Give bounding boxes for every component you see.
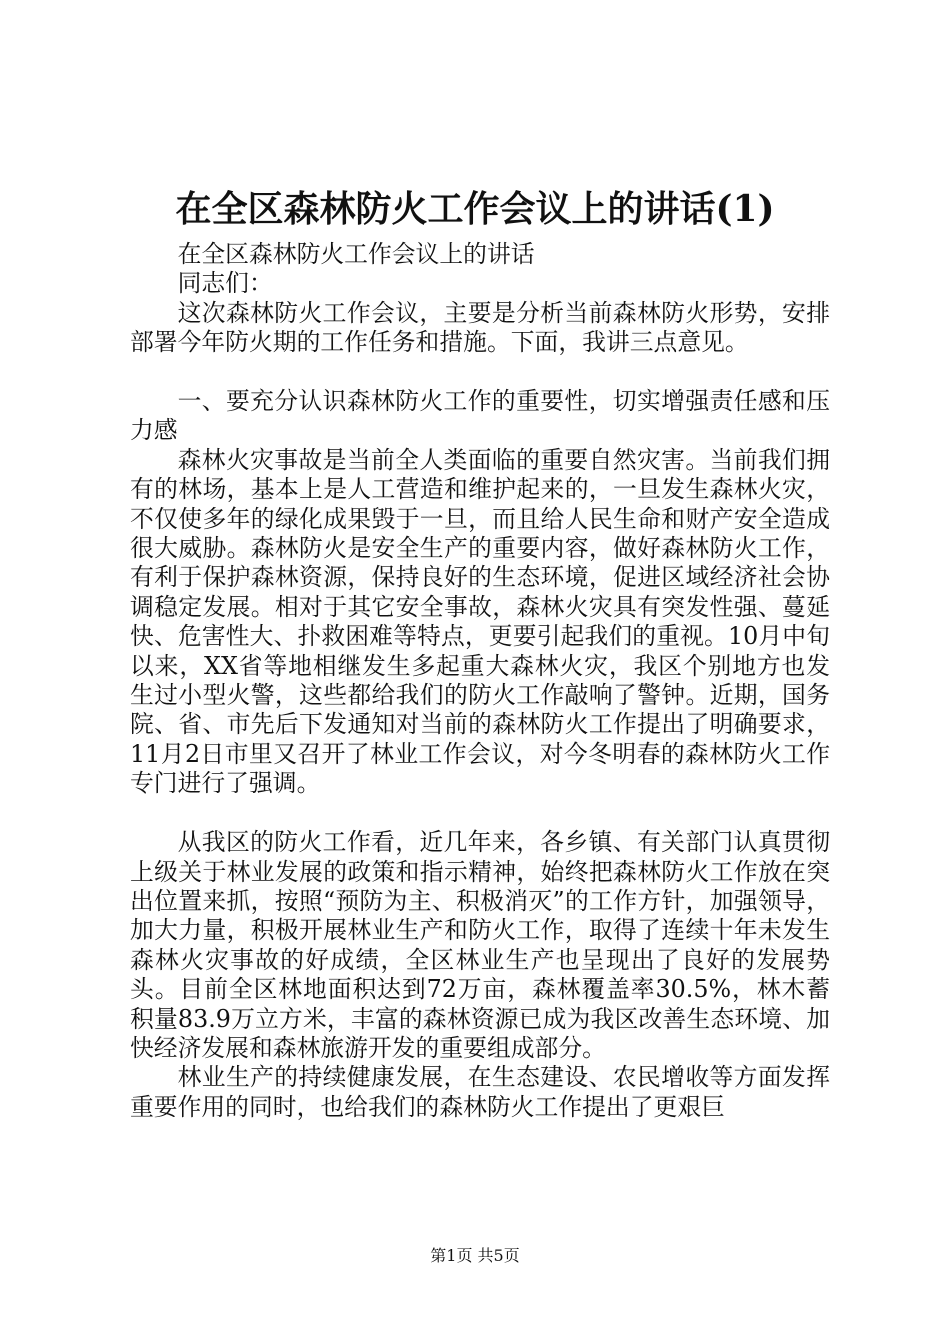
salutation-paragraph: 同志们：: [177, 269, 273, 298]
page-number-footer: 第1页 共5页: [430, 1246, 520, 1265]
section-heading-1: 一、要充分认识森林防火工作的重要性，切实增强责任感和压力感: [130, 387, 830, 445]
subtitle-paragraph: 在全区森林防火工作会议上的讲话: [177, 240, 535, 268]
document-body: [130, 240, 830, 1122]
body-paragraph: 从我区的防火工作看，近几年来，各乡镇、有关部门认真贯彻上级关于林业发展的政策和指示精神，始终把森林防火工作放在突出位置来抓，按照“预防为主、积极消灭”的工作方针，加强领导，加大力量，积极开展林业生产和防火工作，取得了连续十年未发生森林火灾事故的好成绩，全区林业生产也呈现出了良好的发展势头。目前全区林地面积达到72万亩，森林覆盖率30.5%，林木蓄积量83.9万立方米，丰富的森林资源已成为我区改善生态环境、加快经济发展和森林旅游开发的重要组成部分。: [130, 828, 830, 1062]
document-title: 在全区森林防火工作会议上的讲话(1): [175, 188, 775, 230]
intro-paragraph: 这次森林防火工作会议，主要是分析当前森林防火形势，安排部署今年防火期的工作任务和措施。下面，我讲三点意见。: [130, 298, 830, 357]
body-paragraph: 森林火灾事故是当前全人类面临的重要自然灾害。当前我们拥有的林场，基本上是人工营造和维护起来的，一旦发生森林火灾，不仅使多年的绿化成果毁于一旦，而且给人民生命和财产安全造成很大威胁。森林防火是安全生产的重要内容，做好森林防火工作，有利于保护森林资源，保持良好的生态环境，促进区域经济社会协调稳定发展。相对于其它安全事故，森林火灾具有突发性强、蔓延快、危害性大、扑救困难等特点，更要引起我们的重视。10月中旬以来，XX省等地相继发生多起重大森林火灾，我区个别地方也发生过小型火警，这些都给我们的防火工作敲响了警钟。近期，国务院、省、市先后下发通知对当前的森林防火工作提出了明确要求，11月2日市里又召开了林业工作会议，对今冬明春的森林防火工作专门进行了强调。: [130, 445, 830, 798]
body-paragraph: 林业生产的持续健康发展，在生态建设、农民增收等方面发挥重要作用的同时，也给我们的森林防火工作提出了更艰巨: [130, 1063, 830, 1121]
